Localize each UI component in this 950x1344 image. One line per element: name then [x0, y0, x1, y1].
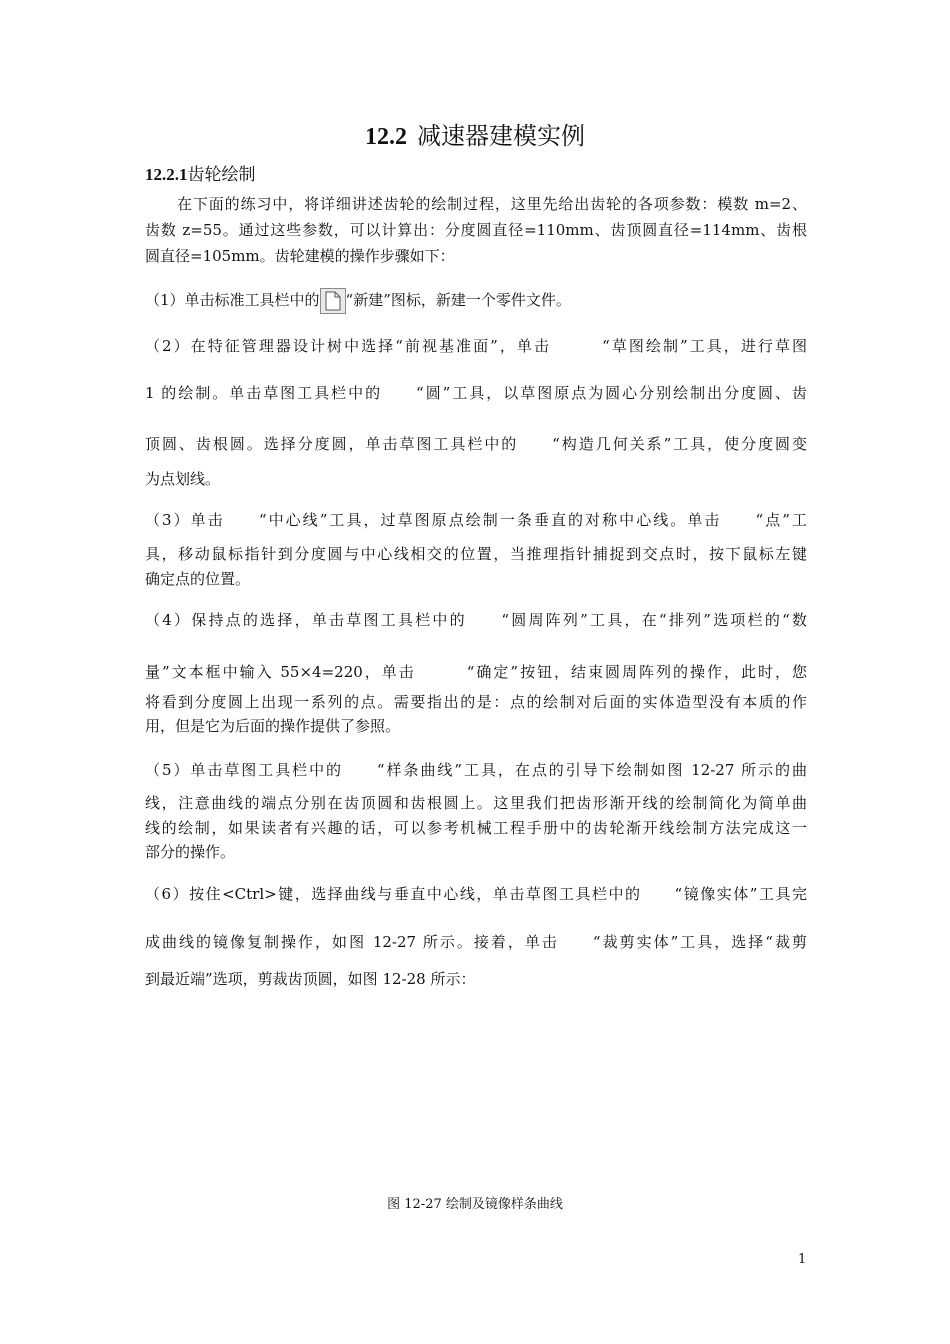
step1-text-before: （1）单击标准工具栏中的	[145, 291, 320, 309]
new-document-icon	[320, 288, 346, 314]
title-text: 减速器建模实例	[417, 122, 585, 150]
step1-text-after: “新建”图标，新建一个零件文件。	[345, 291, 571, 309]
step5-line: 线，注意曲线的端点分别在齿顶圆和齿根圆上。这里我们把齿形渐开线的绘制简化为简单曲	[145, 794, 807, 812]
page-number: 1	[798, 1252, 807, 1267]
intro-line: 圆直径=105mm。齿轮建模的操作步骤如下：	[145, 247, 455, 265]
step3-line: 确定点的位置。	[145, 570, 251, 588]
intro-line: 在下面的练习中，将详细讲述齿轮的绘制过程，这里先给出齿轮的各项参数：模数 m=2、	[177, 195, 807, 213]
figure-placeholder	[145, 1000, 807, 1180]
step2-line: 1 的绘制。单击草图工具栏中的 “圆”工具，以草图原点为圆心分别绘制出分度圆、齿	[145, 384, 807, 402]
section-number: 12.2.1	[145, 165, 188, 184]
step4-line: 用，但是它为后面的操作提供了参照。	[145, 717, 401, 735]
page-title	[0, 120, 950, 153]
title-number: 12.2	[365, 124, 407, 150]
figure-caption: 图 12-27 绘制及镜像样条曲线	[387, 1197, 563, 1212]
section-text: 齿轮绘制	[187, 165, 256, 185]
step6-line: （6）按住<Ctrl>键，选择曲线与垂直中心线，单击草图工具栏中的 “镜像实体”工具完	[145, 885, 807, 903]
section-heading	[145, 164, 256, 186]
step5-line: 部分的操作。	[145, 843, 236, 861]
step3-line: （3）单击 “中心线”工具，过草图原点绘制一条垂直的对称中心线。单击 “点”工	[145, 511, 807, 529]
step6-line: 到最近端”选项，剪裁齿顶圆，如图 12-28 所示：	[145, 970, 476, 988]
step2-line: 为点划线。	[145, 470, 221, 488]
step3-line: 具，移动鼠标指针到分度圆与中心线相交的位置，当推理指针捕捉到交点时，按下鼠标左键	[145, 545, 807, 563]
step5-line: （5）单击草图工具栏中的 “样条曲线”工具，在点的引导下绘制如图 12-27 所示的曲	[145, 761, 807, 779]
step4-line: （4）保持点的选择，单击草图工具栏中的 “圆周阵列”工具，在“排列”选项栏的“数	[145, 611, 807, 629]
step2-line: 顶圆、齿根圆。选择分度圆，单击草图工具栏中的 “构造几何关系”工具，使分度圆变	[145, 435, 807, 453]
step6-line: 成曲线的镜像复制操作，如图 12-27 所示。接着，单击 “裁剪实体”工具，选择“裁剪	[145, 933, 807, 951]
step4-line: 量”文本框中输入 55×4=220，单击 “确定”按钮，结束圆周阵列的操作，此时，您	[145, 663, 807, 681]
intro-line: 齿数 z=55。通过这些参数，可以计算出：分度圆直径=110mm、齿顶圆直径=114mm、齿根	[145, 221, 807, 239]
step1-line	[145, 288, 807, 314]
step5-line: 线的绘制，如果读者有兴趣的话，可以参考机械工程手册中的齿轮渐开线绘制方法完成这一	[145, 819, 807, 837]
step4-line: 将看到分度圆上出现一系列的点。需要指出的是：点的绘制对后面的实体造型没有本质的作	[145, 693, 807, 711]
step2-line: （2）在特征管理器设计树中选择“前视基准面”，单击 “草图绘制”工具，进行草图	[145, 337, 807, 355]
